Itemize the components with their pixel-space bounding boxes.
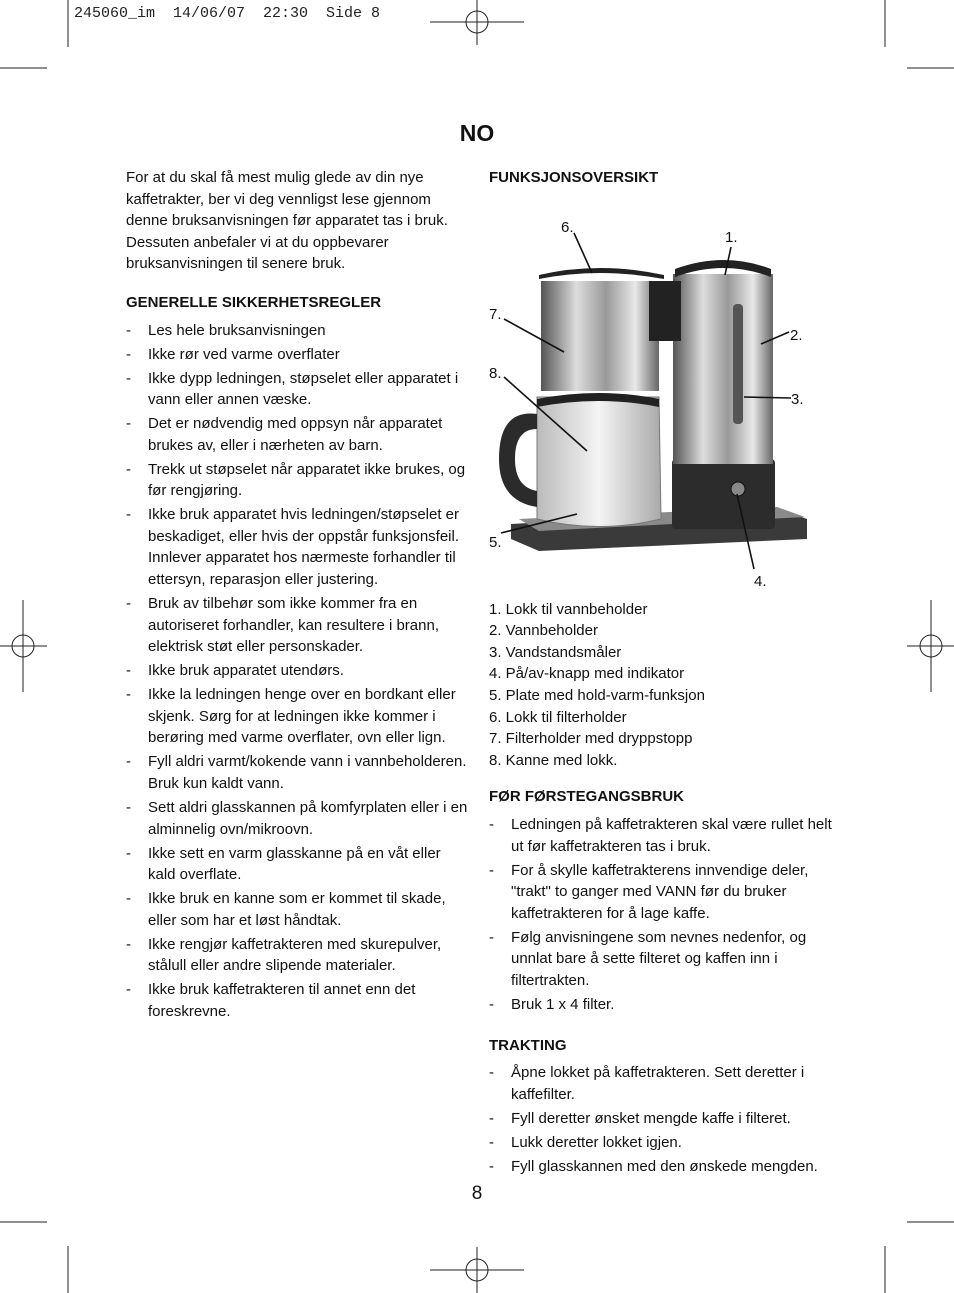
bullet-dash: - bbox=[489, 1157, 494, 1175]
safety-list bbox=[126, 320, 471, 1023]
left-column bbox=[126, 167, 471, 1025]
bullet-dash: - bbox=[489, 1064, 494, 1082]
safety-rule-text: Ikke bruk apparatet utendørs. bbox=[148, 662, 344, 680]
first-use-step-text: Bruk 1 x 4 filter. bbox=[511, 995, 615, 1013]
safety-rule bbox=[126, 459, 471, 502]
safety-rule bbox=[126, 979, 471, 1022]
parts-list bbox=[489, 599, 834, 772]
overview-heading: FUNKSJONSOVERSIKT bbox=[489, 169, 659, 186]
callout-line-3 bbox=[744, 397, 791, 398]
bullet-dash: - bbox=[126, 798, 131, 816]
first-use-heading: FØR FØRSTEGANGSBRUK bbox=[489, 788, 684, 806]
first-use-step-text: Følg anvisningene som nevnes nedenfor, og unnlat bare å sette filteret og kaffen inn i filtertrakten. bbox=[511, 928, 807, 989]
filter-holder-shape bbox=[541, 281, 659, 391]
safety-rule bbox=[126, 368, 471, 411]
bullet-dash: - bbox=[126, 844, 131, 862]
water-tank-shape bbox=[673, 274, 773, 464]
figure-label-1: 1. bbox=[725, 228, 738, 246]
first-use-step-text: For å skylle kaffetrakterens innvendige deler, "trakt" to ganger med VANN før du bruker kaffetrakteren for å lage kaffe. bbox=[511, 861, 809, 922]
figure-label-6: 6. bbox=[561, 218, 574, 236]
safety-rule bbox=[126, 797, 471, 840]
safety-rule-text: Ikke sett en varm glasskanne på en våt eller kald overflate. bbox=[148, 844, 441, 884]
part-item: 8. Kanne med lokk. bbox=[489, 751, 618, 769]
bullet-dash: - bbox=[126, 890, 131, 908]
first-use-step-text: Ledningen på kaffetrakteren skal være rullet helt ut før kaffetrakteren tas i bruk. bbox=[511, 815, 832, 855]
bullet-dash: - bbox=[489, 815, 494, 833]
figure-label-5: 5. bbox=[489, 533, 502, 551]
right-column bbox=[489, 167, 834, 1180]
language-heading: NO bbox=[459, 120, 495, 146]
safety-heading: GENERELLE SIKKERHETSREGLER bbox=[126, 293, 382, 311]
safety-rule-text: Les hele bruksanvisningen bbox=[148, 321, 326, 339]
figure-label-2: 2. bbox=[790, 326, 803, 344]
registration-mark-top bbox=[430, 0, 524, 45]
bullet-dash: - bbox=[126, 321, 131, 339]
figure-label-4: 4. bbox=[754, 572, 767, 590]
brewing-step bbox=[489, 1156, 834, 1178]
part-item: 7. Filterholder med dryppstopp bbox=[489, 730, 693, 748]
part-item: 3. Vandstandsmåler bbox=[489, 643, 622, 661]
first-use-step bbox=[489, 927, 834, 992]
figure-label-7: 7. bbox=[489, 305, 502, 323]
registration-mark-bottom bbox=[430, 1247, 524, 1293]
bullet-dash: - bbox=[489, 928, 494, 946]
safety-rule-text: Trekk ut støpselet når apparatet ikke brukes, og før rengjøring. bbox=[148, 460, 466, 500]
safety-rule-text: Ikke rengjør kaffetrakteren med skurepulver, stålull eller andre slipende materialer. bbox=[148, 935, 442, 975]
safety-rule-text: Bruk av tilbehør som ikke kommer fra en autoriseret forhandler, kan resultere i brann, elektrisk støt eller personskader. bbox=[148, 595, 439, 656]
safety-rule-text: Ikke bruk en kanne som er kommet til skade, eller som har et løst håndtak. bbox=[148, 890, 446, 929]
bullet-dash: - bbox=[489, 1134, 494, 1151]
brewing-step-text: Åpne lokket på kaffetrakteren. Sett deretter i kaffefilter. bbox=[511, 1064, 805, 1104]
page-number: 8 bbox=[471, 1183, 483, 1204]
safety-rule bbox=[126, 320, 471, 342]
first-use-step bbox=[489, 994, 834, 1016]
bullet-dash: - bbox=[489, 995, 494, 1013]
safety-rule-text: Ikke dypp ledningen, støpselet eller apparatet i vann eller annen væske. bbox=[148, 369, 459, 409]
safety-rule bbox=[126, 344, 471, 366]
coffee-maker-figure bbox=[489, 189, 834, 599]
bullet-dash: - bbox=[126, 686, 131, 704]
filter-lid-shape bbox=[539, 268, 664, 279]
bullet-dash: - bbox=[126, 369, 131, 387]
safety-rule bbox=[126, 660, 471, 682]
figure-label-3: 3. bbox=[791, 390, 804, 408]
safety-rule bbox=[126, 413, 471, 456]
brewing-step-text: Lukk deretter lokket igjen. bbox=[511, 1134, 682, 1151]
part-item: 5. Plate med hold-varm-funksjon bbox=[489, 686, 705, 704]
safety-rule bbox=[126, 843, 471, 886]
safety-rule bbox=[126, 934, 471, 977]
safety-rule-text: Ikke bruk apparatet hvis ledningen/støpselet er beskadiget, eller hvis der oppstår funksjonsfeil. Innlever apparatet hos nærmeste forhandler til ettersyn, reparasjon eller justering. bbox=[148, 506, 460, 589]
bullet-dash: - bbox=[126, 460, 131, 478]
bullet-dash: - bbox=[126, 506, 131, 524]
first-use-step bbox=[489, 814, 834, 857]
registration-mark-left bbox=[0, 600, 47, 692]
brewing-list bbox=[489, 1062, 834, 1177]
safety-rule-text: Ikke la ledningen henge over en bordkant eller skjenk. Sørg for at ledningen ikke kommer i berøring med varme overflater, ovn eller lign. bbox=[148, 686, 456, 747]
brewing-step bbox=[489, 1062, 834, 1105]
print-slug: 245060_im 14/06/07 22:30 Side 8 bbox=[74, 5, 381, 22]
brewing-step-text: Fyll deretter ønsket mengde kaffe i filteret. bbox=[511, 1110, 791, 1128]
carafe-glass bbox=[537, 397, 661, 527]
registration-mark-right bbox=[907, 600, 954, 692]
bullet-dash: - bbox=[126, 981, 131, 999]
bullet-dash: - bbox=[489, 1110, 494, 1128]
filter-arm bbox=[649, 281, 681, 341]
bullet-dash: - bbox=[126, 935, 131, 953]
first-use-step bbox=[489, 860, 834, 925]
water-gauge-window bbox=[733, 304, 743, 424]
safety-rule bbox=[126, 504, 471, 590]
safety-rule-text: Ikke rør ved varme overflater bbox=[148, 345, 340, 363]
safety-rule-text: Sett aldri glasskannen på komfyrplaten eller i en alminnelig ovn/mikroovn. bbox=[148, 798, 468, 838]
carafe-handle bbox=[499, 413, 537, 506]
bullet-dash: - bbox=[126, 662, 131, 680]
figure-label-8: 8. bbox=[489, 364, 502, 382]
bullet-dash: - bbox=[126, 595, 131, 613]
brewing-step bbox=[489, 1108, 834, 1130]
first-use-list bbox=[489, 814, 834, 1016]
bullet-dash: - bbox=[126, 345, 131, 363]
coffee-maker-illustration bbox=[489, 189, 834, 599]
part-item: 2. Vannbeholder bbox=[489, 622, 598, 640]
intro-paragraph: For at du skal få mest mulig glede av din nye kaffetrakter, ber vi deg vennligst lese gjennom denne bruksanvisningen før apparatet tas i bruk. Dessuten anbefaler vi at du oppbevarer bruksanvisningen til senere bruk. bbox=[126, 169, 448, 273]
power-button-shape bbox=[731, 482, 745, 496]
safety-rule bbox=[126, 593, 471, 658]
part-item: 1. Lokk til vannbeholder bbox=[489, 600, 648, 618]
brewing-heading: TRAKTING bbox=[489, 1036, 567, 1054]
brewing-step bbox=[489, 1132, 834, 1154]
part-item: 4. På/av-knapp med indikator bbox=[489, 665, 685, 683]
bullet-dash: - bbox=[489, 861, 494, 879]
safety-rule bbox=[126, 684, 471, 749]
safety-rule-text: Det er nødvendig med oppsyn når apparatet brukes av, eller i nærheten av barn. bbox=[148, 415, 443, 454]
safety-rule bbox=[126, 751, 471, 794]
base-body bbox=[672, 459, 775, 529]
safety-rule-text: Ikke bruk kaffetrakteren til annet enn det foreskrevne. bbox=[148, 981, 416, 1020]
callout-line-6 bbox=[574, 233, 592, 273]
brewing-step-text: Fyll glasskannen med den ønskede mengden. bbox=[511, 1157, 818, 1175]
bullet-dash: - bbox=[126, 415, 131, 433]
part-item: 6. Lokk til filterholder bbox=[489, 708, 627, 726]
safety-rule bbox=[126, 888, 471, 931]
safety-rule-text: Fyll aldri varmt/kokende vann i vannbeholderen. Bruk kun kaldt vann. bbox=[148, 753, 467, 792]
bullet-dash: - bbox=[126, 753, 131, 771]
